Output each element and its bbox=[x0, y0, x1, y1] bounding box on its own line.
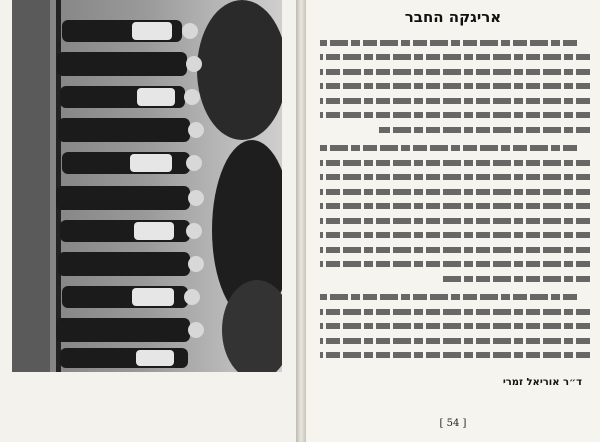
text-line bbox=[320, 50, 590, 63]
text-line bbox=[320, 348, 590, 361]
text-line bbox=[320, 108, 590, 121]
right-page bbox=[306, 0, 600, 442]
photo-caption bbox=[18, 378, 280, 436]
author-name: ד״ר אוריאל זמרי bbox=[502, 377, 582, 388]
text-line bbox=[320, 65, 590, 78]
text-line bbox=[320, 141, 577, 154]
text-line bbox=[320, 319, 590, 332]
text-line bbox=[320, 243, 590, 256]
text-line bbox=[320, 305, 590, 318]
page-number: [ 54 ] bbox=[439, 418, 467, 429]
book-gutter bbox=[296, 0, 306, 442]
text-line bbox=[320, 334, 590, 347]
text-line bbox=[320, 170, 590, 183]
text-line bbox=[320, 156, 590, 169]
page-title: אריגקה החבר bbox=[404, 8, 502, 26]
text-line bbox=[320, 257, 590, 270]
text-line bbox=[320, 185, 590, 198]
text-line bbox=[320, 79, 590, 92]
article-body bbox=[320, 36, 590, 364]
text-line bbox=[379, 123, 590, 136]
text-line bbox=[320, 214, 590, 227]
text-line bbox=[320, 228, 590, 241]
text-line bbox=[320, 290, 577, 303]
photo-image bbox=[12, 0, 282, 372]
text-line bbox=[320, 199, 590, 212]
text-line bbox=[320, 94, 590, 107]
text-line bbox=[442, 272, 591, 285]
text-line bbox=[320, 363, 590, 364]
group-photo bbox=[12, 0, 282, 372]
text-line bbox=[320, 36, 577, 49]
